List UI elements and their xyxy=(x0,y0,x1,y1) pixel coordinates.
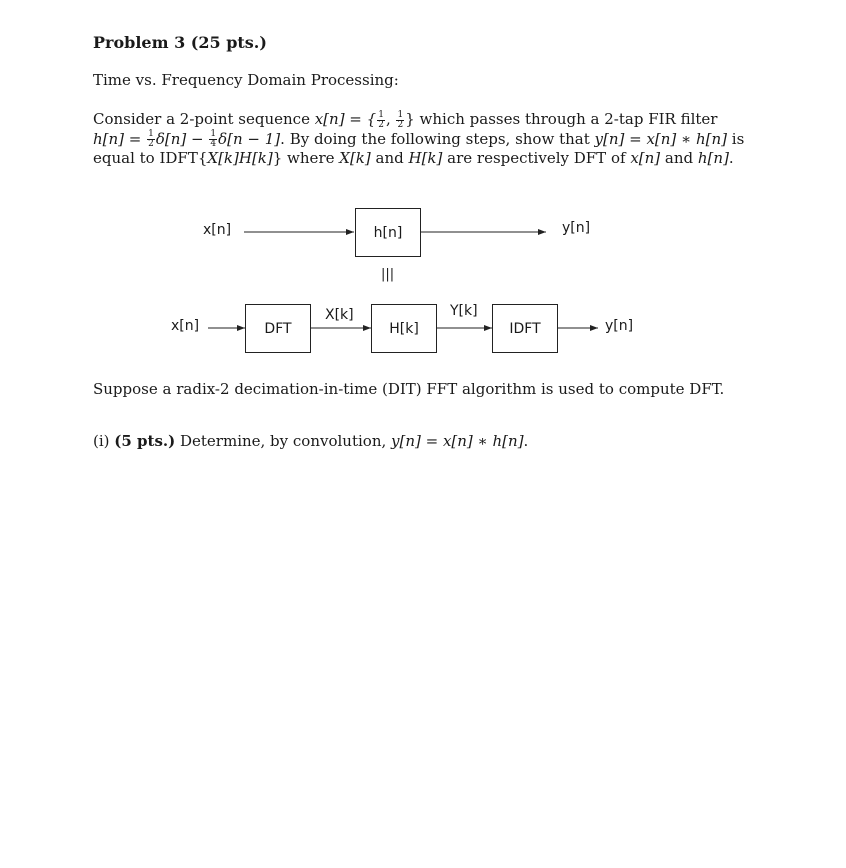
top-output-label: y[n] xyxy=(562,220,591,236)
statement-line-1: Consider a 2-point sequence x[n] = { $\frac{1}{2}$ , $\frac{1}{2}$ } which passes through a 2-tap FIR filter xyxy=(93,109,718,130)
top-input-label: x[n] xyxy=(203,222,232,238)
section-subtitle: Time vs. Frequency Domain Processing: xyxy=(93,71,399,89)
fraction-one-half-3: $\frac{1}{2}$ xyxy=(148,129,154,149)
bottom-output-label: y[n] xyxy=(605,318,634,334)
fft-statement: Suppose a radix-2 decimation-in-time (DIT) FFT algorithm is used to compute DFT. xyxy=(93,380,725,398)
fraction-one-half: $\frac{1}{2}$ xyxy=(378,109,384,130)
statement-line-2: h[n] = $\frac{1}{2}$ δ[n] − $\frac{1}{4}$ δ[n − 1]. By doing the following steps, show that y[n] = x[n] ∗ h[n] is xyxy=(93,129,745,149)
fraction-one-half-2: $\frac{1}{2}$ xyxy=(397,109,404,130)
filter-block: h[n] xyxy=(355,208,421,257)
fraction-one-quarter: $\frac{1}{4}$ xyxy=(210,129,217,149)
equivalence-symbol: ||| xyxy=(381,267,395,282)
statement-line-3: equal to IDFT{X[k]H[k]} where X[k] and H[k] are respectively DFT of x[n] and h[n]. xyxy=(93,149,734,167)
yk-label: Y[k] xyxy=(450,303,478,319)
problem-title: Problem 3 (25 pts.) xyxy=(93,33,267,52)
hk-block: H[k] xyxy=(371,304,437,353)
idft-block: IDFT xyxy=(492,304,558,353)
xk-label: X[k] xyxy=(325,307,354,323)
dft-block: DFT xyxy=(245,304,311,353)
question-i: (i) (5 pts.) Determine, by convolution, y[n] = x[n] ∗ h[n]. xyxy=(93,432,529,450)
bottom-input-label: x[n] xyxy=(171,318,200,334)
